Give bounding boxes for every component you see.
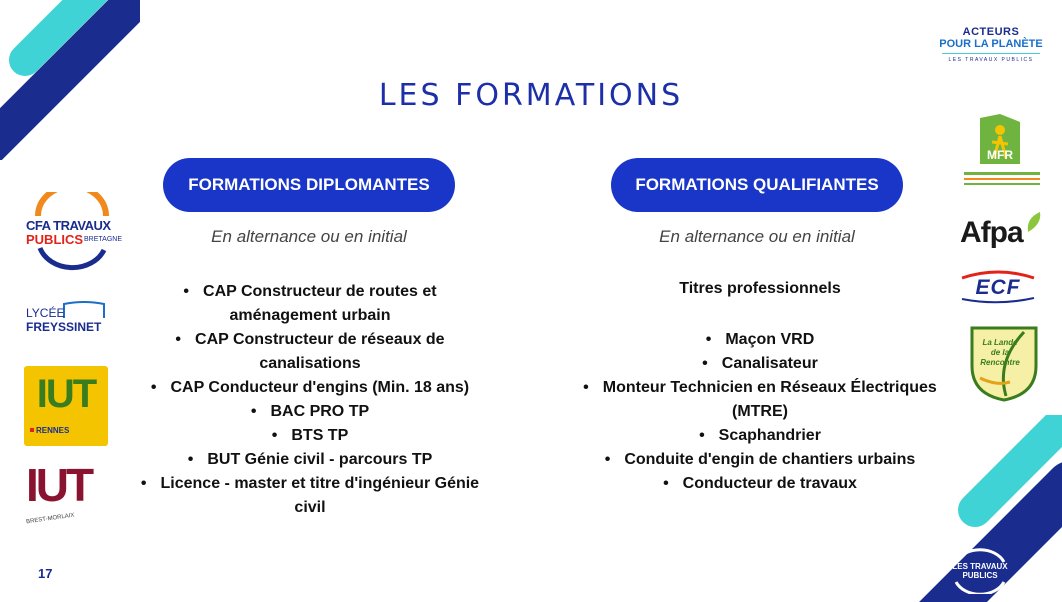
iut-brest-logo: [24, 459, 114, 532]
mfr-logo: [954, 112, 1050, 196]
acteurs-planete-logo: [936, 26, 1046, 63]
acteurs-line1: ACTEURS: [962, 26, 1020, 38]
iut-rennes-logo: [24, 366, 108, 446]
iut-rennes-line2: RENNES: [36, 426, 70, 435]
cfa-tp-logo: [22, 192, 122, 272]
acteurs-line2: POUR LA PLANÈTE: [939, 38, 1043, 50]
list-item: • Maçon VRD: [560, 328, 960, 352]
list-item: • Conduite d'engin de chantiers urbains: [560, 448, 960, 472]
lycee-line2: FREYSSINET: [26, 320, 102, 334]
mfr-line1: MFR: [987, 148, 1013, 162]
iut-brest-line1: IUT: [26, 459, 92, 511]
list-item: • CAP Constructeur de routes et aménagement urbain: [130, 280, 490, 328]
list-item: • BTS TP: [130, 424, 490, 448]
tp-line1: LES TRAVAUX: [952, 562, 1008, 571]
tp-line2: PUBLICS: [962, 571, 998, 580]
list-item: • Canalisateur: [560, 352, 960, 376]
cfa-line2: PUBLICS: [26, 232, 84, 247]
page-title: LES FORMATIONS: [378, 78, 684, 113]
page-number: 17: [38, 566, 53, 581]
lycee-freyssinet-logo: [24, 298, 124, 338]
acteurs-line3: LES TRAVAUX PUBLICS: [948, 57, 1034, 63]
lande-line1: La Lande de la Rencontre: [980, 338, 1020, 367]
list-item: • BUT Génie civil - parcours TP: [130, 448, 490, 472]
iut-rennes-line1: IUT: [36, 372, 96, 416]
qualifiantes-list: [560, 328, 960, 496]
afpa-line1: Afpa: [960, 216, 1023, 249]
list-item: • BAC PRO TP: [130, 400, 490, 424]
right-subtitle: En alternance ou en initial: [659, 227, 855, 246]
formations-qualifiantes-pill: FORMATIONS QUALIFIANTES: [611, 158, 903, 212]
cfa-line3: BRETAGNE: [84, 236, 122, 243]
travaux-publics-logo: [948, 548, 1012, 594]
lande-rencontre-logo: [966, 322, 1042, 402]
list-item: • CAP Conducteur d'engins (Min. 18 ans): [130, 376, 490, 400]
list-item: • Conducteur de travaux: [560, 472, 960, 496]
ecf-logo: [958, 268, 1038, 304]
formations-diplomantes-pill: FORMATIONS DIPLOMANTES: [163, 158, 455, 212]
list-item: • Licence - master et titre d'ingénieur Génie civil: [130, 472, 490, 520]
left-subtitle: En alternance ou en initial: [211, 227, 407, 246]
ecf-line1: ECF: [975, 276, 1021, 299]
afpa-logo: [958, 210, 1048, 254]
cfa-line1: CFA TRAVAUX: [26, 218, 111, 233]
list-item: • CAP Constructeur de réseaux de canalisations: [130, 328, 490, 376]
list-item: • Scaphandrier: [560, 424, 960, 448]
titres-professionnels-heading: Titres professionnels: [679, 280, 841, 297]
iut-brest-line2: BREST-MORLAIX: [25, 512, 75, 526]
list-item: • Monteur Technicien en Réseaux Électriques (MTRE): [560, 376, 960, 424]
lycee-line1: LYCÉE: [26, 306, 65, 320]
diplomantes-list: [130, 280, 490, 520]
